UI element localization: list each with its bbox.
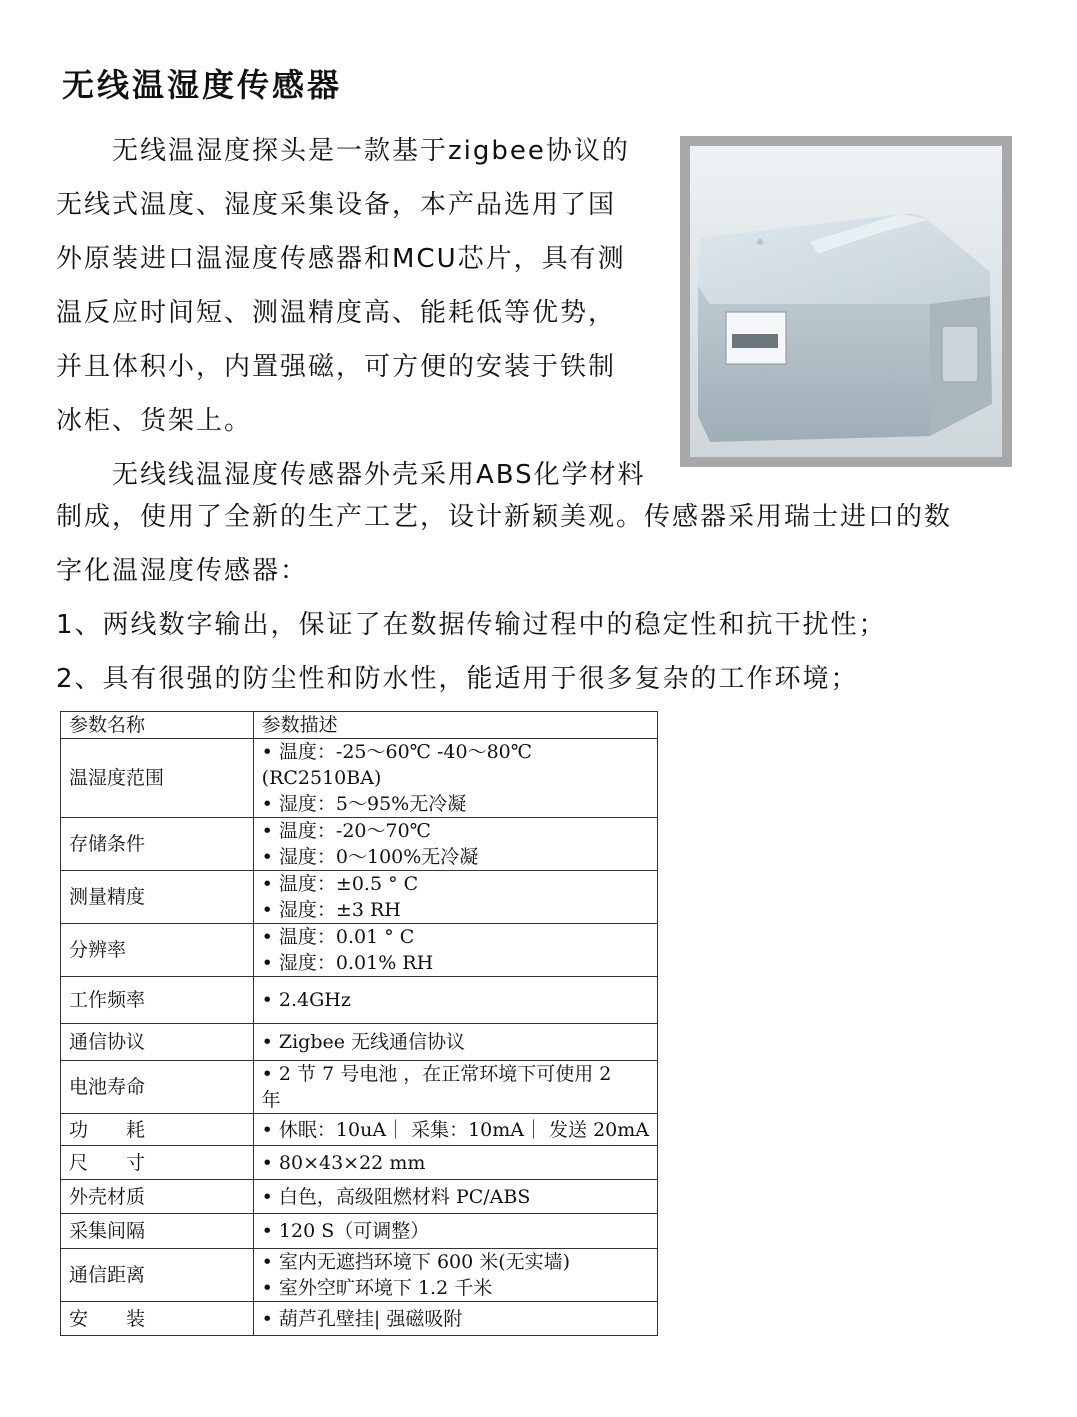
param-desc-line: • 80×43×22 mm: [261, 1151, 426, 1174]
column-header: 参数描述: [253, 712, 657, 739]
feature-item: 2、具有很强的防尘性和防水性，能适用于很多复杂的工作环境；: [56, 664, 859, 694]
sensor-device-illustration: [690, 146, 1002, 457]
param-desc-line: • 2.4GHz: [261, 989, 351, 1011]
param-desc-line: • 室内无遮挡环境下 600 米(无实墙): [261, 1251, 571, 1273]
table-row: [61, 1249, 658, 1302]
param-desc-cell: [253, 1214, 657, 1249]
intro-paragraph: [56, 124, 661, 502]
param-name-cell: 通信距离: [61, 1249, 254, 1302]
param-desc-cell: [253, 1249, 657, 1302]
param-desc-line: • 葫芦孔壁挂| 强磁吸附: [261, 1307, 463, 1330]
param-desc-line: • 湿度：±3 RH: [261, 899, 401, 921]
param-desc-cell: [253, 1114, 657, 1146]
intro-line: 并且体积小，内置强磁，可方便的安装于铁制: [56, 352, 617, 382]
page-title: 无线温湿度传感器: [62, 66, 343, 104]
param-desc-line: • Zigbee 无线通信协议: [261, 1031, 466, 1053]
sensor-device-image: [690, 146, 1002, 457]
param-desc-line: • 温度：0.01 ° C: [261, 926, 415, 948]
table-row: [61, 1180, 658, 1214]
spec-table: [60, 711, 658, 1336]
param-name-cell: 分辨率: [61, 924, 254, 977]
table-row: [61, 1061, 658, 1114]
table-row: [61, 1146, 658, 1180]
feature-item: 1、两线数字输出，保证了在数据传输过程中的稳定性和抗干扰性；: [56, 610, 887, 640]
param-desc-cell: [253, 818, 657, 871]
param-desc-cell: [253, 1146, 657, 1180]
param-name-cell: 测量精度: [61, 871, 254, 924]
param-name-cell: 安 装: [61, 1302, 254, 1336]
table-row: [61, 818, 658, 871]
param-desc-cell: [253, 739, 657, 818]
param-name-cell: 电池寿命: [61, 1061, 254, 1114]
table-row: [61, 977, 658, 1024]
param-desc-cell: [253, 871, 657, 924]
table-row: [61, 1114, 658, 1146]
param-name-cell: 功 耗: [61, 1114, 254, 1146]
param-desc-cell: [253, 924, 657, 977]
param-name-cell: 外壳材质: [61, 1180, 254, 1214]
param-name-cell: 存储条件: [61, 818, 254, 871]
table-row: [61, 1214, 658, 1249]
param-desc-line: • 120 S（可调整）: [261, 1220, 430, 1242]
intro-line: 温反应时间短、测温精度高、能耗低等优势，: [56, 298, 617, 328]
intro-line: 外原装进口温湿度传感器和MCU芯片，具有测: [56, 244, 626, 274]
param-desc-cell: [253, 977, 657, 1024]
table-row: [61, 924, 658, 977]
param-desc-line: • 室外空旷环境下 1.2 千米: [261, 1277, 493, 1299]
param-desc-line: (RC2510BA): [261, 767, 382, 789]
product-photo: [680, 136, 1012, 467]
param-desc-cell: [253, 1302, 657, 1336]
param-name-cell: 通信协议: [61, 1024, 254, 1061]
table-row: [61, 739, 658, 818]
body-line: 制成，使用了全新的生产工艺，设计新颖美观。传感器采用瑞士进口的数: [56, 502, 953, 532]
param-desc-line: • 温度：±0.5 ° C: [261, 873, 419, 895]
param-desc-cell: [253, 1024, 657, 1061]
param-desc-line: • 湿度：0～100%无冷凝: [261, 846, 479, 868]
param-name-cell: 采集间隔: [61, 1214, 254, 1249]
param-desc-line: • 温度：-20～70℃: [261, 820, 431, 842]
param-desc-line: • 白色，高级阻燃材料 PC/ABS: [261, 1185, 531, 1208]
intro-line: 无线式温度、湿度采集设备，本产品选用了国: [56, 190, 617, 220]
table-row: [61, 1024, 658, 1061]
intro-line: 冰柜、货架上。: [56, 406, 253, 436]
param-desc-line: 年: [261, 1089, 281, 1111]
param-desc-cell: [253, 1061, 657, 1114]
param-desc-cell: [253, 1180, 657, 1214]
table-row: [61, 1302, 658, 1336]
intro-line: 无线线温湿度传感器外壳采用ABS化学材料: [56, 460, 646, 490]
param-name-cell: 尺 寸: [61, 1146, 254, 1180]
spec-table-body: [61, 739, 658, 1336]
param-name-cell: 温湿度范围: [61, 739, 254, 818]
param-desc-line: • 温度：-25～60℃ -40～80℃: [261, 741, 532, 763]
body-line: 字化温湿度传感器：: [56, 556, 309, 586]
table-header-row: [61, 712, 658, 739]
param-desc-line: • 2 节 7 号电池 ，在正常环境下可使用 2: [261, 1063, 612, 1085]
table-row: [61, 871, 658, 924]
intro-line: 无线温湿度探头是一款基于zigbee协议的: [56, 136, 630, 166]
param-name-cell: 工作频率: [61, 977, 254, 1024]
column-header: 参数名称: [61, 712, 254, 739]
param-desc-line: • 休眠：10uA｜ 采集：10mA｜ 发送 20mA: [261, 1118, 649, 1141]
body-paragraph: [56, 490, 1026, 706]
param-desc-line: • 湿度：5～95%无冷凝: [261, 793, 467, 815]
param-desc-line: • 湿度：0.01% RH: [261, 952, 434, 974]
